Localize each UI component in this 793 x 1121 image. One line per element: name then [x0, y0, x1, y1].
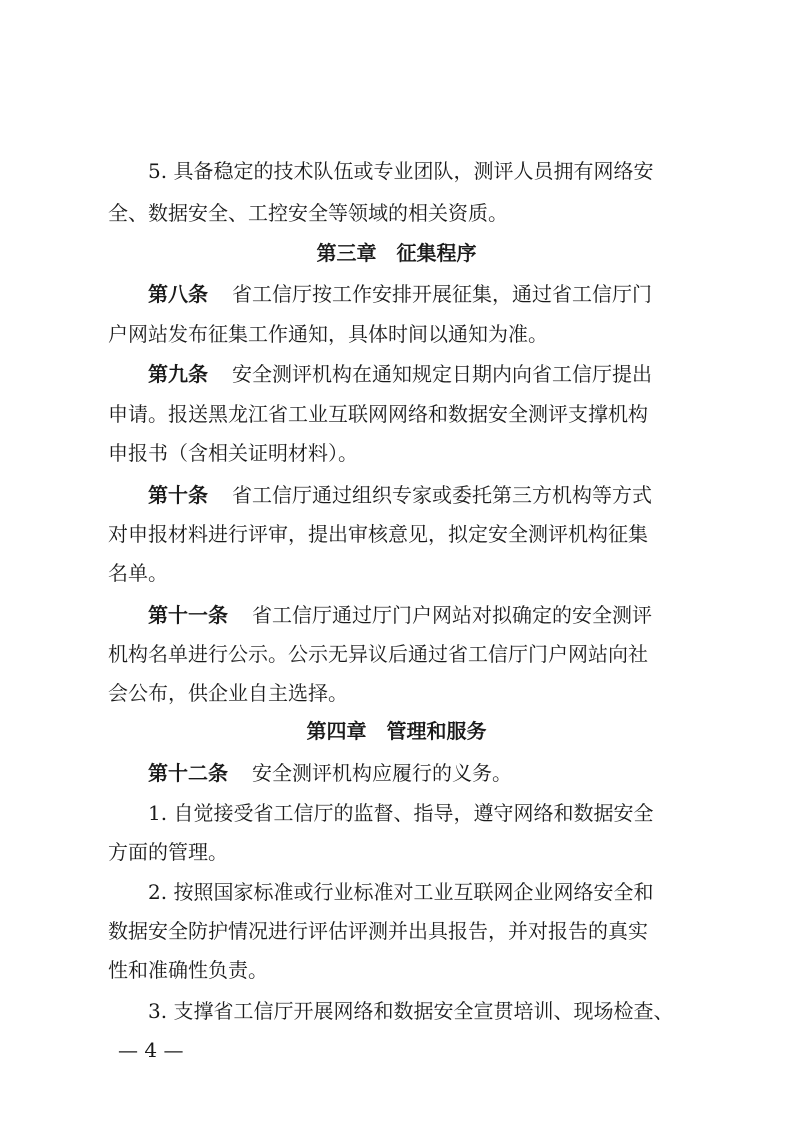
- article-text: 安全测评机构在通知规定日期内向省工信厅提出: [232, 362, 652, 386]
- article-number: 第九条: [148, 362, 208, 386]
- article-text: 安全测评机构应履行的义务。: [252, 761, 512, 785]
- paragraph-line: 5. 具备稳定的技术队伍或专业团队，测评人员拥有网络安: [148, 159, 654, 183]
- article-9-line: [148, 362, 652, 386]
- paragraph-line: 方面的管理。: [108, 840, 228, 864]
- paragraph-line: 申请。报送黑龙江省工业互联网网络和数据安全测评支撑机构: [108, 402, 648, 426]
- paragraph-line: 名单。: [108, 561, 168, 585]
- article-11-line: [148, 603, 652, 627]
- article-text: 省工信厅通过厅门户网站对拟确定的安全测评: [252, 603, 652, 627]
- article-text: 省工信厅按工作安排开展征集，通过省工信厅门: [232, 282, 652, 306]
- paragraph-line: 3. 支撑省工信厅开展网络和数据安全宣贯培训、现场检查、: [148, 999, 674, 1023]
- chapter-heading: 第三章 征集程序: [316, 241, 477, 265]
- paragraph-line: 户网站发布征集工作通知，具体时间以通知为准。: [108, 322, 548, 346]
- paragraph-line: 性和准确性负责。: [108, 958, 268, 982]
- page-number: — 4 —: [118, 1038, 184, 1062]
- article-10-line: [148, 483, 652, 507]
- paragraph-line: 全、数据安全、工控安全等领域的相关资质。: [108, 201, 508, 225]
- article-number: 第十一条: [148, 603, 228, 627]
- article-12-line: [148, 761, 512, 785]
- article-number: 第八条: [148, 282, 208, 306]
- article-8-line: [148, 282, 652, 306]
- article-text: 省工信厅通过组织专家或委托第三方机构等方式: [232, 483, 652, 507]
- paragraph-line: 数据安全防护情况进行评估评测并出具报告，并对报告的真实: [108, 919, 648, 943]
- paragraph-line: 2. 按照国家标准或行业标准对工业互联网企业网络安全和: [148, 880, 654, 904]
- article-number: 第十二条: [148, 761, 228, 785]
- chapter-heading: 第四章 管理和服务: [306, 719, 487, 743]
- paragraph-line: 会公布，供企业自主选择。: [108, 681, 348, 705]
- paragraph-line: 1. 自觉接受省工信厅的监督、指导，遵守网络和数据安全: [148, 801, 654, 825]
- article-number: 第十条: [148, 483, 208, 507]
- paragraph-line: 对申报材料进行评审，提出审核意见，拟定安全测评机构征集: [108, 522, 648, 546]
- paragraph-line: 申报书（含相关证明材料）。: [108, 441, 358, 465]
- paragraph-line: 机构名单进行公示。公示无异议后通过省工信厅门户网站向社: [108, 642, 648, 666]
